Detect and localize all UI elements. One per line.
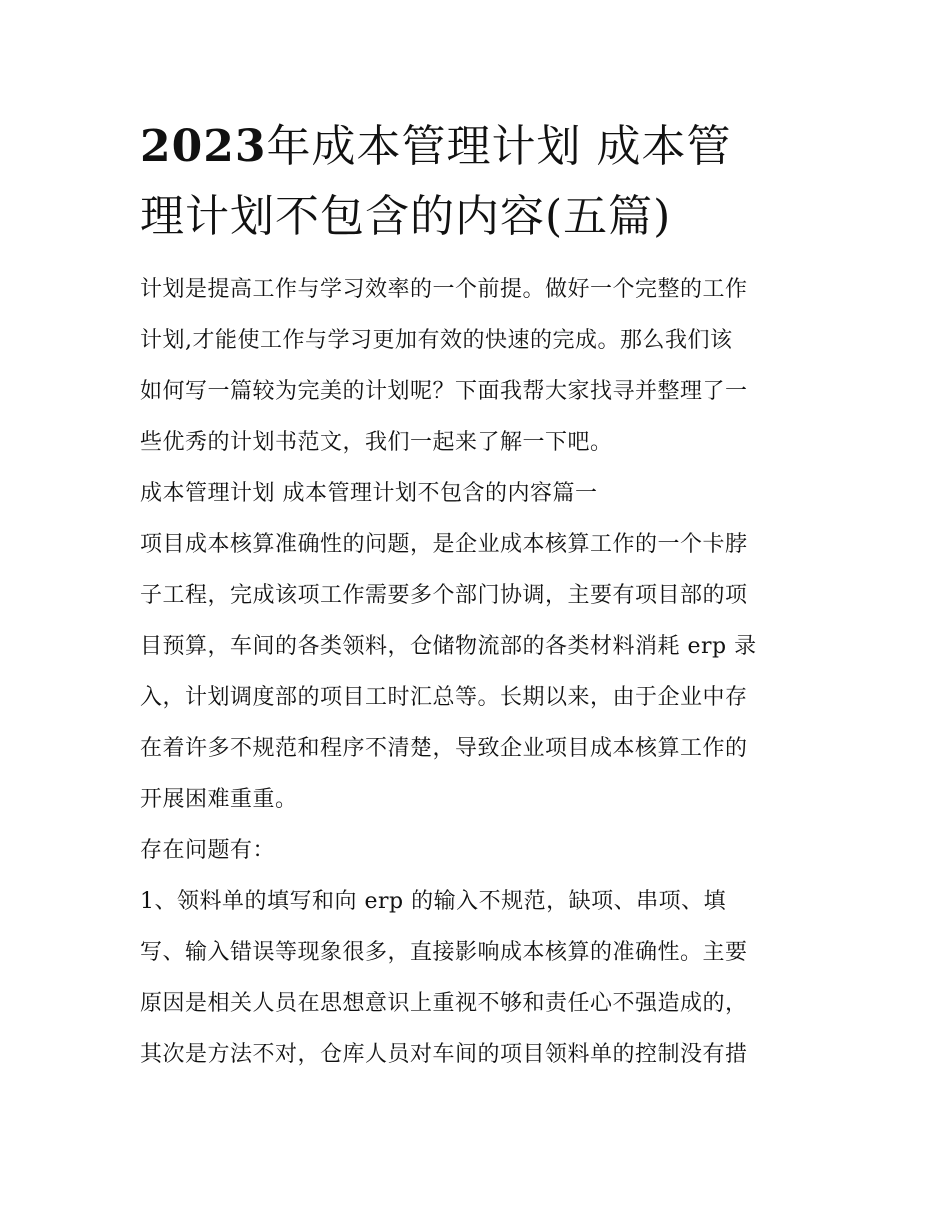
body-line: 目预算，车间的各类领料，仓储物流部的各类材料消耗 erp 录 bbox=[140, 634, 757, 659]
body-line: 子工程，完成该项工作需要多个部门协调，主要有项目部的项 bbox=[140, 583, 748, 608]
section-heading: 成本管理计划 成本管理计划不包含的内容篇一 bbox=[140, 481, 598, 506]
body-line: 些优秀的计划书范文，我们一起来了解一下吧。 bbox=[140, 430, 613, 455]
body-line: 项目成本核算准确性的问题，是企业成本核算工作的一个卡脖 bbox=[140, 532, 748, 557]
title-year: 2023 bbox=[140, 121, 267, 172]
body-line: 开展困难重重。 bbox=[140, 787, 298, 812]
body-line: 原因是相关人员在思想意识上重视不够和责任心不强造成的， bbox=[140, 991, 748, 1016]
body-line: 在着许多不规范和程序不清楚，导致企业项目成本核算工作的 bbox=[140, 736, 748, 761]
body-line: 计划是提高工作与学习效率的一个前提。做好一个完整的工作 bbox=[140, 277, 748, 302]
body-line: 写、输入错误等现象很多，直接影响成本核算的准确性。主要 bbox=[140, 940, 748, 965]
document-body bbox=[140, 264, 812, 1080]
body-line: 其次是方法不对，仓库人员对车间的项目领料单的控制没有措 bbox=[140, 1042, 748, 1067]
title-line-2: 理计划不包含的内容(五篇) bbox=[140, 191, 672, 242]
document-page bbox=[140, 112, 812, 1080]
body-line: 存在问题有： bbox=[140, 838, 276, 863]
body-line: 计划,才能使工作与学习更加有效的快速的完成。那么我们该 bbox=[140, 328, 733, 353]
body-line: 1、领料单的填写和向 erp 的输入不规范，缺项、串项、填 bbox=[140, 889, 727, 914]
title-line-1-text: 年成本管理计划 成本管 bbox=[266, 121, 732, 172]
body-line: 入，计划调度部的项目工时汇总等。长期以来，由于企业中存 bbox=[140, 685, 748, 710]
document-title bbox=[140, 112, 812, 252]
body-line: 如何写一篇较为完美的计划呢？下面我帮大家找寻并整理了一 bbox=[140, 379, 748, 404]
title-line-1 bbox=[140, 112, 812, 182]
